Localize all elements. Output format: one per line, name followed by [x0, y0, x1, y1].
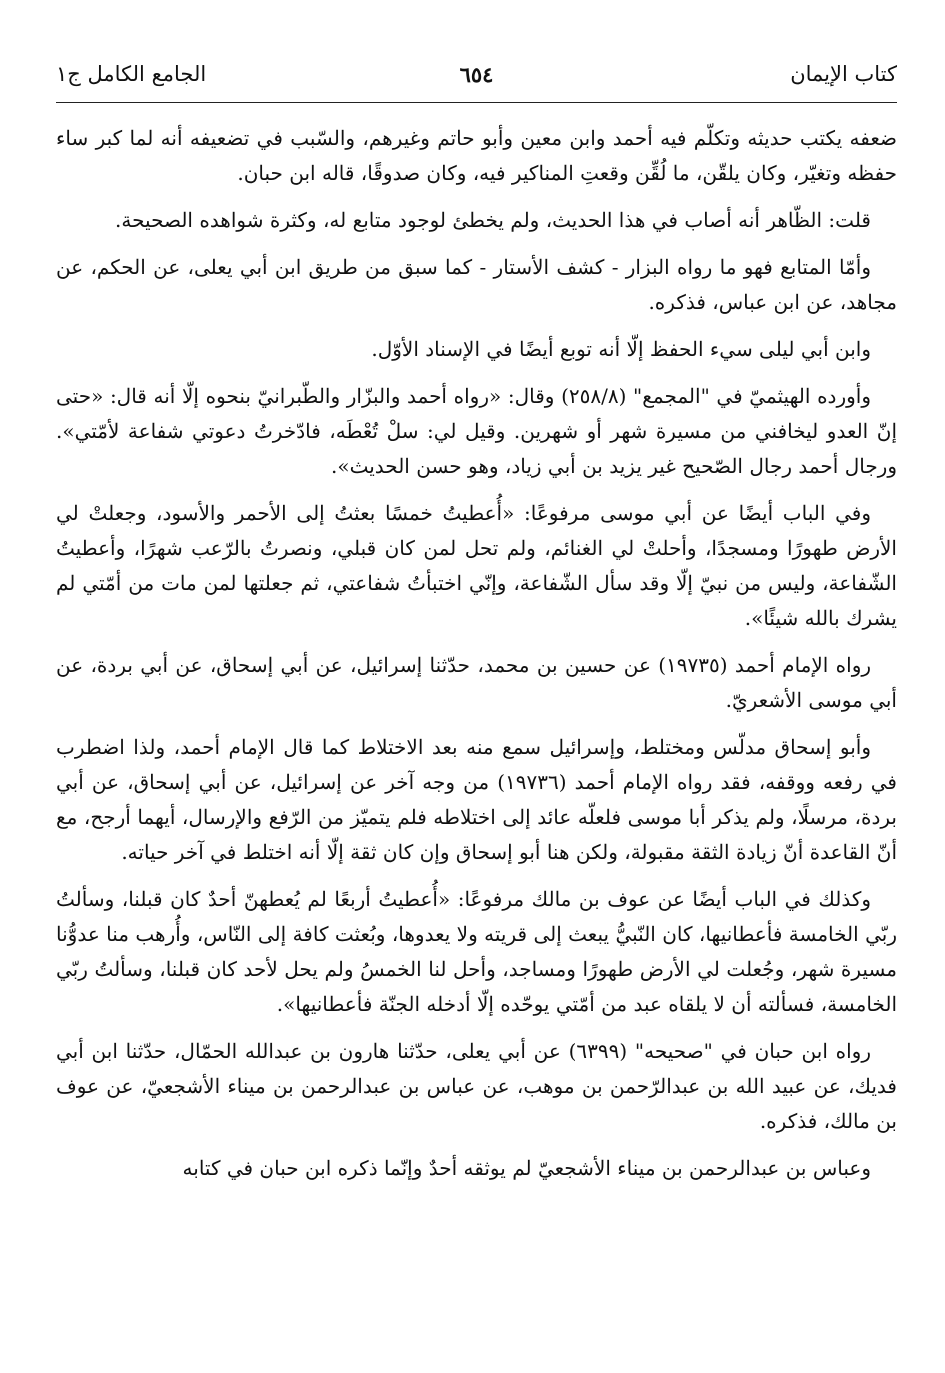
paragraph-9: وكذلك في الباب أيضًا عن عوف بن مالك مرفوعًا: «أُعطيتُ أربعًا لم يُعطهنّ أحدٌ كان قبلنا، وسألتُ ربّي الخامسة فأعطانيها، كان النّبيُّ يبعث إلى قريته ولا يعدوها، وبُعثت كافة إلى النّاس، وأُرهب منا عدوُّنا مسيرة شهر، وجُعلت لي الأرض طهورًا ومساجد، وأحل لنا الخمسُ ولم يحل لأحد كان قبلنا، وسألتُ ربّي الخامسة، فسألته أن لا يلقاه عبد من أمّتي يوحّده إلّا أدخله الجنّة فأعطانيها».: [56, 887, 897, 1016]
paragraph-10: رواه ابن حبان في "صحيحه" (٦٣٩٩) عن أبي يعلى، حدّثنا هارون بن عبدالله الحمّال، حدّثنا ابن أبي فديك، عن عبيد الله بن عبدالرّحمن بن موهب، عن عباس بن عبدالرحمن بن ميناء الأشجعيّ، عن عوف بن مالك، فذكره.: [56, 1039, 897, 1133]
paragraph-1: ضعفه يكتب حديثه وتكلّم فيه أحمد وابن معين وأبو حاتم وغيرهم، والسّبب في تضعيفه أنه لما كبر ساء حفظه وتغيّر، وكان يلقّن، ما لُقِّن وقعتِ المناكير فيه، وكان صدوقًا، قاله ابن حبان.: [56, 126, 897, 185]
page-header: [56, 58, 897, 94]
series-title: الجامع الكامل ج١: [56, 62, 207, 86]
paragraph-8: وأبو إسحاق مدلّس ومختلط، وإسرائيل سمع منه بعد الاختلاط كما قال الإمام أحمد، ولذا اضطرب في رفعه ووقفه، فقد رواه الإمام أحمد (١٩٧٣٦) من وجه آخر عن إسرائيل، عن أبي إسحاق، عن أبي بردة، مرسلًا، ولم يذكر أبا موسى فلعلّه عائد إلى اختلاطه فلم يتميّز من الرّفع والإرسال، أيهما أرجح، مع أنّ القاعدة أنّ زيادة الثقة مقبولة، ولكن هنا أبو إسحاق وإن كان ثقة إلّا أنه اختلط في آخر حياته.: [56, 735, 897, 864]
page-number: ٦٥٤: [459, 62, 494, 87]
paragraph-7: رواه الإمام أحمد (١٩٧٣٥) عن حسين بن محمد، حدّثنا إسرائيل، عن أبي إسحاق، عن أبي بردة، عن أبي موسى الأشعريّ.: [56, 653, 897, 712]
page-body: [56, 121, 897, 1186]
book-title: كتاب الإيمان: [790, 62, 897, 86]
header-divider: [56, 102, 897, 103]
paragraph-6: وفي الباب أيضًا عن أبي موسى مرفوعًا: «أُعطيتُ خمسًا بعثتُ إلى الأحمر والأسود، وجعلتْ لي الأرض طهورًا ومسجدًا، وأحلتْ لي الغنائم، ولم تحل لمن كان قبلي، ونصرتُ بالرّعب شهرًا، وأعطيتُ الشّفاعة، وليس من نبيّ إلّا وقد سأل الشّفاعة، وإنّي اختبأتُ شفاعتي، ثم جعلتها لمن مات من أمّتي لم يشرك بالله شيئًا».: [56, 501, 897, 630]
paragraph-3: وأمّا المتابع فهو ما رواه البزار - كشف الأستار - كما سبق من طريق ابن أبي يعلى، عن الحكم، عن مجاهد، عن ابن عباس، فذكره.: [56, 255, 897, 314]
paragraph-11: وعباس بن عبدالرحمن بن ميناء الأشجعيّ لم يوثقه أحدٌ وإنّما ذكره ابن حبان في كتابه: [182, 1156, 871, 1180]
paragraph-5: وأورده الهيثميّ في "المجمع" (٢٥٨/٨) وقال: «رواه أحمد والبزّار والطّبرانيّ بنحوه إلّا أنه قال: «حتى إنّ العدو ليخافني من مسيرة شهر أو شهرين. وقيل لي: سلْ تُعْطَه، فادّخرتُ دعوتي شفاعة لأمّتي». ورجال أحمد رجال الصّحيح غير يزيد بن أبي زياد، وهو حسن الحديث».: [56, 384, 897, 478]
paragraph-4: وابن أبي ليلى سيء الحفظ إلّا أنه توبع أيضًا في الإسناد الأوّل.: [371, 337, 871, 361]
paragraph-2: قلت: الظّاهر أنه أصاب في هذا الحديث، ولم يخطئ لوجود متابع له، وكثرة شواهده الصحيحة.: [115, 208, 871, 232]
